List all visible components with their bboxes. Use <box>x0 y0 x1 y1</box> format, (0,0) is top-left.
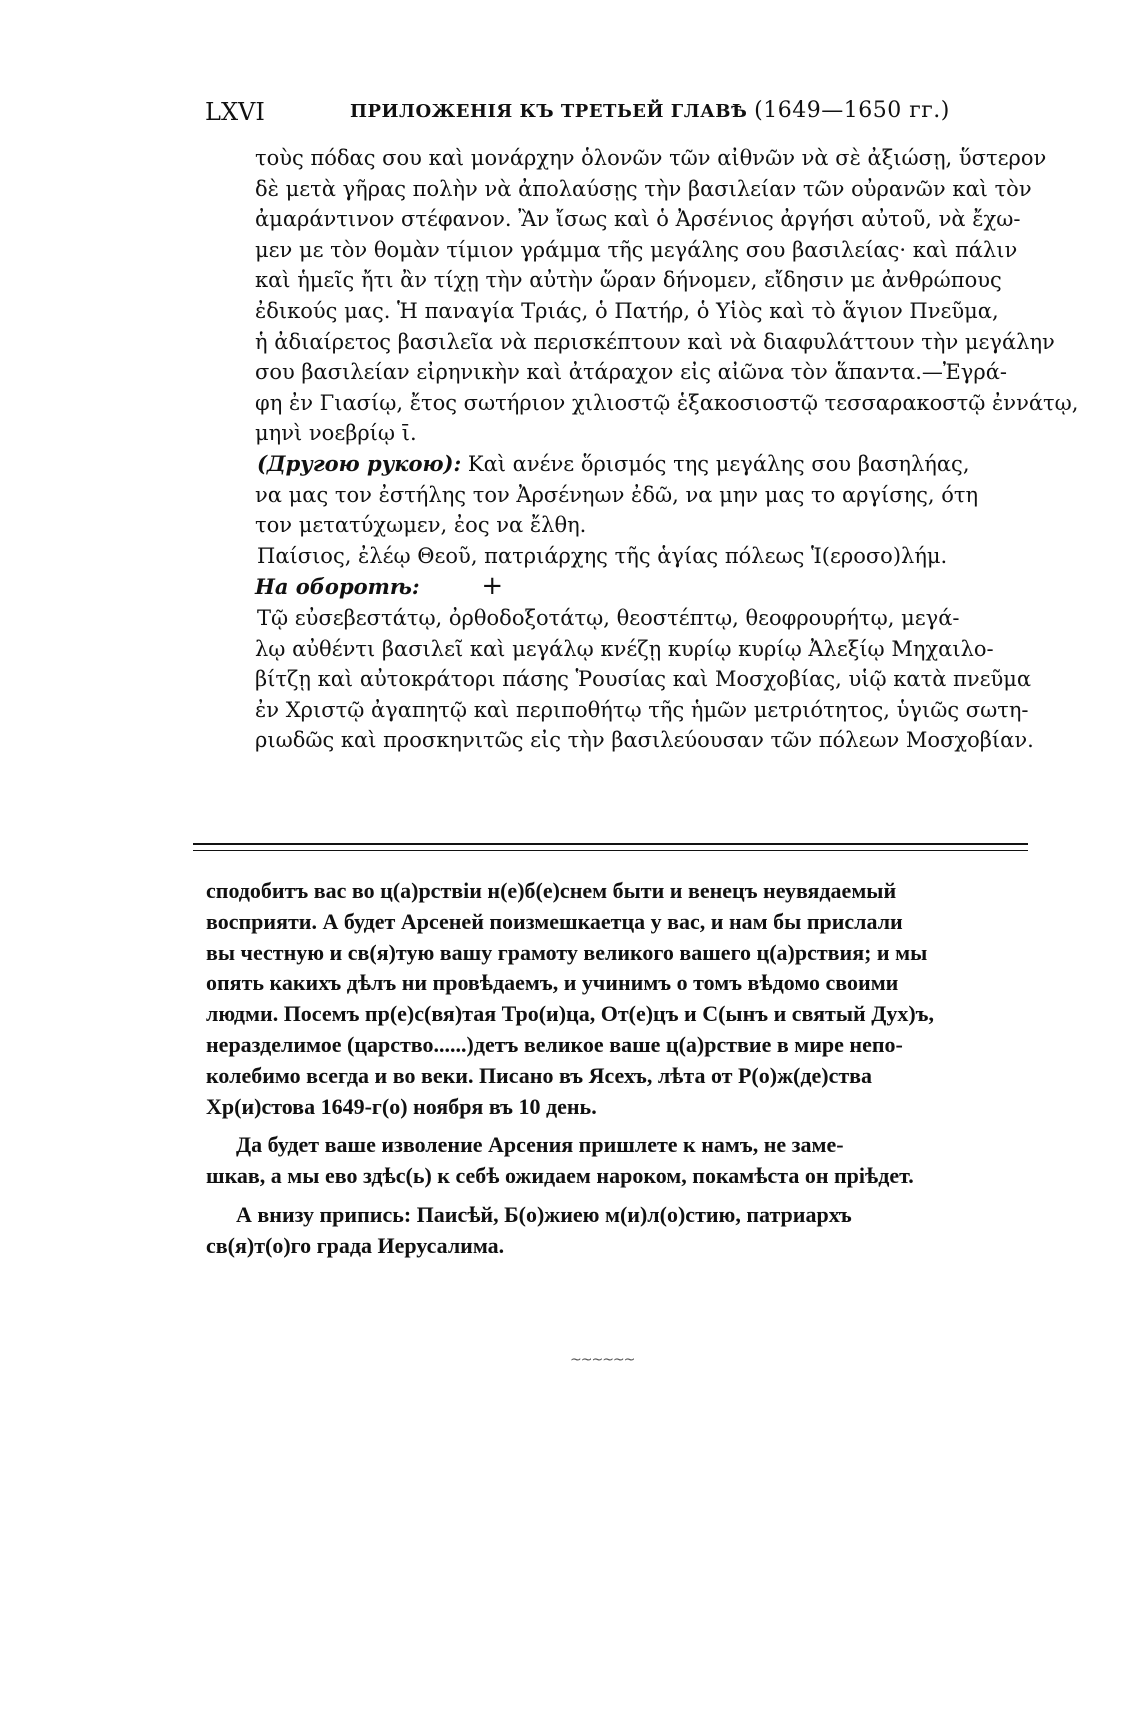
address-line: ριωδῶς καὶ προσκηνιτῶς εἰς τὴν βασιλεύουσαν τῶν πόλεων Μοσχοβίαν. <box>255 728 1034 753</box>
russian-line: А внизу припись: Паисѣй, Б(о)жиею м(и)л(о)стию, патриархъ <box>236 1201 852 1227</box>
cross-icon: + <box>481 571 504 602</box>
greek-line: ἡ ἀδιαίρετος βασιλεῖα νὰ περισκέπτουν καὶ νὰ διαφυλάττουν τὴν μεγάλην <box>255 329 1055 354</box>
russian-line: Да будет ваше изволение Арсения пришлете к намъ, не заме- <box>236 1132 844 1158</box>
russian-line: шкав, а мы ево здѣс(ь) к себѣ ожидаем нароком, покамѣста он пріѣдет. <box>206 1163 914 1189</box>
other-hand-label: (Другою рукою): <box>257 450 462 476</box>
divider-rule <box>193 843 1028 845</box>
greek-line: ἀμαράντινον στέφανον. Ἂν ἴσως καὶ ὁ Ἀρσένιος ἀργήσι αὐτοῦ, νὰ ἔχω- <box>255 207 1021 232</box>
russian-paragraph-2 <box>206 1130 1026 1192</box>
russian-translation <box>206 876 1026 1262</box>
address-line: Τῷ εὐσεβεστάτῳ, ὀρθοδοξοτάτῳ, θεοστέπτῳ, θεοφρουρήτῳ, μεγά- <box>257 605 960 630</box>
russian-line: вы честную и св(я)тую вашу грамоту великого вашего ц(а)рствия; и мы <box>206 939 928 965</box>
greek-line: τοὺς πόδας σου καὶ μονάρχην ὁλονῶν τῶν αἰθνῶν νὰ σὲ ἀξιώσῃ, ὕστερον <box>255 146 1047 170</box>
address-line: λῳ αὐθέντι βασιλεῖ καὶ μεγάλῳ κνέζῃ κυρίῳ κυρίῳ Ἀλεξίῳ Μηχαιλο- <box>255 636 994 661</box>
russian-paragraph-3 <box>206 1200 1026 1262</box>
other-hand-line: Καὶ ανένε ὅρισμός της μεγάλης σου βασηλήας, <box>467 451 970 476</box>
divider-rule-thin <box>193 850 1028 851</box>
reverse-label: На оборотѣ: <box>255 574 420 600</box>
ornament-flourish: ~~~~~~ <box>570 1352 635 1368</box>
address-line: βίτζῃ καὶ αὐτοκράτορι πάσης Ῥουσίας καὶ Μοσχοβίας, υἱῷ κατὰ πνεῦμα <box>255 667 1032 692</box>
russian-line: восприяти. А будет Арсеней поизмешкаетца у вас, и нам бы прислали <box>206 908 903 934</box>
russian-line: опять какихъ дѣлъ ни провѣдаемъ, и учинимъ о томъ вѣдомо своими <box>206 970 899 996</box>
greek-line: ἐδικούς μας. Ἡ παναγία Τριάς, ὁ Πατήρ, ὁ Υἱὸς καὶ τὸ ἅγιον Πνεῦμα, <box>255 298 999 323</box>
greek-line: μηνὶ νοεβρίῳ ῑ. <box>255 421 417 446</box>
greek-line: φη ἐν Γιασίῳ, ἔτος σωτήριον χιλιοστῷ ἑξακοσιοστῷ τεσσαρακοστῷ ἐννάτῳ, <box>255 390 1079 415</box>
greek-line: μεν με τὸν θομὰν τίμιον γράμμα τῆς μεγάλης σου βασιλείας· καὶ πάλιν <box>255 237 1018 262</box>
russian-line: Хр(и)стова 1649-г(о) ноября въ 10 день. <box>206 1093 597 1119</box>
patriarch-signature: Παίσιος, ἐλέῳ Θεοῦ, πατριάρχης τῆς ἁγίας πόλεως Ἱ(εροσο)λήμ. <box>257 543 948 568</box>
other-hand-first-line <box>255 449 1020 480</box>
other-hand-line: τον μετατύχωμεν, ἐος να ἔλθη. <box>255 513 587 538</box>
other-hand-line: να μας τον ἐστήλης τον Ἀρσένηων ἐδῶ, να μην μας το αργίσης, ότη <box>255 482 979 507</box>
greek-line: καὶ ἡμεῖς ἤτι ἂν τίχῃ τὴν αὐτὴν ὥραν δήνομεν, εἴδησιν με ἀνθρώπους <box>255 268 1002 293</box>
russian-line: колебимо всегда и во веки. Писано въ Ясехъ, лѣта от Р(о)ж(де)ства <box>206 1062 873 1088</box>
greek-line: δὲ μετὰ γῆρας πολὴν νὰ ἀπολαύσῃς τὴν βασιλείαν τῶν οὐρανῶν καὶ τὸν <box>255 176 1032 201</box>
russian-line: сподобитъ вас во ц(а)рствіи н(е)б(е)снем быти и венецъ неувядаемый <box>206 878 897 903</box>
russian-line: св(я)т(о)го града Иерусалима. <box>206 1232 505 1258</box>
russian-paragraph-1 <box>206 876 1026 1122</box>
address-line: ἐν Χριστῷ ἀγαπητῷ καὶ περιποθήτῳ τῆς ἡμῶν μετριότητος, ὑγιῶς σωτη- <box>255 697 1029 722</box>
page-number: LXVI <box>205 98 265 126</box>
russian-line: неразделимое (царство......)детъ великое ваше ц(а)рствие в мире непо- <box>206 1031 903 1057</box>
running-title-years: (1649—1650 гг.) <box>754 98 950 123</box>
reverse-heading <box>255 571 1020 603</box>
running-title <box>350 98 950 123</box>
russian-line: людми. Посемъ пр(е)с(вя)тая Тро(и)ца, От(е)цъ и С(ынъ и святый Дух)ъ, <box>206 1001 934 1027</box>
greek-text-block <box>255 143 1079 756</box>
running-title-text: ПРИЛОЖЕНІЯ КЪ ТРЕТЬЕЙ ГЛАВѢ <box>350 101 748 122</box>
greek-line: σου βασιλείαν εἰρηνικὴν καὶ ἀτάραχον εἰς αἰῶνα τὸν ἅπαντα.—Ἐγρά- <box>255 360 1007 385</box>
